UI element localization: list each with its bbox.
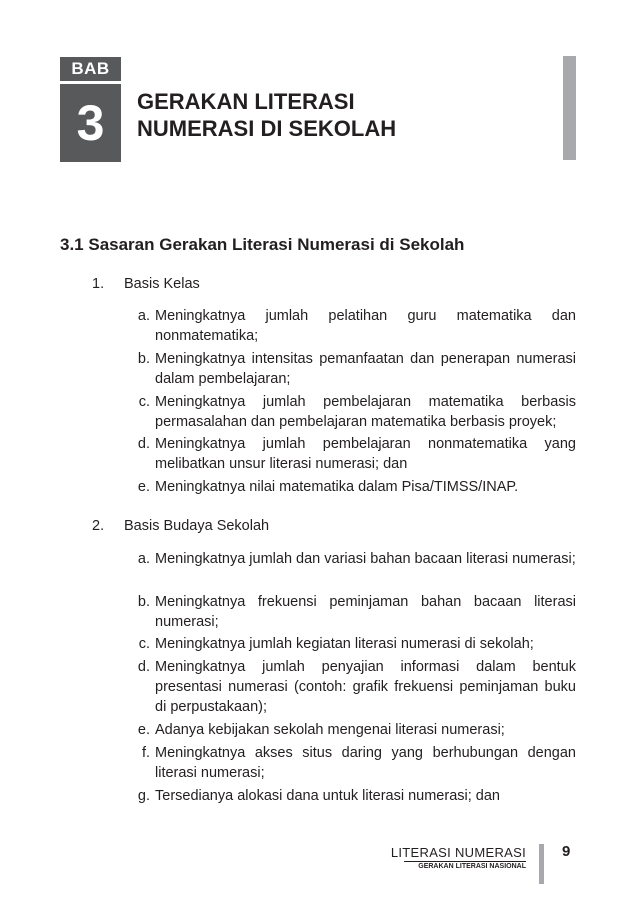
list-title: Basis Budaya Sekolah — [124, 518, 270, 534]
list-item-text: Meningkatnya nilai matematika dalam Pisa/TIMSS/INAP. — [155, 479, 519, 495]
list-number: 1. — [92, 276, 105, 292]
chapter-number: 3 — [60, 84, 121, 162]
list-item-letter: d. — [137, 436, 150, 452]
list-item — [126, 786, 576, 806]
list-item — [126, 477, 576, 497]
page-number: 9 — [562, 843, 571, 860]
list-item-text: Tersedianya alokasi dana untuk literasi numerasi; dan — [155, 788, 500, 804]
footer-book-subtitle: GERAKAN LITERASI NASIONAL — [418, 863, 526, 870]
list-item-letter: a. — [137, 551, 150, 567]
list-item-text: Meningkatnya jumlah kegiatan literasi numerasi di sekolah; — [155, 636, 534, 652]
list-item — [126, 349, 576, 389]
list-item-letter: b. — [137, 594, 150, 610]
list-item — [126, 592, 576, 632]
list-item-text: Meningkatnya akses situs daring yang berhubungan dengan literasi numerasi; — [155, 745, 576, 781]
footer-divider — [404, 861, 526, 862]
list-title: Basis Kelas — [124, 276, 200, 292]
list-number: 2. — [92, 518, 105, 534]
list-item-letter: g. — [137, 788, 150, 804]
list-item — [126, 743, 576, 783]
footer-book-title: LITERASI NUMERASI — [390, 845, 526, 860]
list-item-text: Meningkatnya frekuensi peminjaman bahan bacaan literasi numerasi; — [155, 594, 576, 630]
list-item — [126, 549, 576, 569]
decorative-side-bar — [563, 56, 576, 160]
chapter-title-line1: GERAKAN LITERASI — [137, 89, 355, 114]
list-item-text: Meningkatnya jumlah pembelajaran matematika berbasis permasalahan dan pembelajaran matematika berbasis proyek; — [155, 394, 576, 430]
chapter-title — [137, 88, 517, 142]
list-item-text: Meningkatnya jumlah penyajian informasi dalam bentuk presentasi numerasi (contoh: grafik frekuensi peminjaman buku di perpustakaan); — [155, 659, 576, 715]
list-item — [126, 434, 576, 474]
footer-decorative-bar — [539, 844, 544, 884]
list-item — [126, 392, 576, 432]
list-item-letter: d. — [137, 659, 150, 675]
list-item-letter: e. — [137, 479, 150, 495]
list-item-letter: a. — [137, 308, 150, 324]
list-item-letter: e. — [137, 722, 150, 738]
list-item — [126, 634, 576, 654]
chapter-title-line2: NUMERASI DI SEKOLAH — [137, 116, 397, 141]
list-item-text: Meningkatnya intensitas pemanfaatan dan penerapan numerasi dalam pembelajaran; — [155, 351, 576, 387]
list-item — [126, 657, 576, 717]
list-item-letter: f. — [141, 745, 150, 761]
list-item-letter: c. — [138, 394, 150, 410]
list-item-text: Meningkatnya jumlah dan variasi bahan bacaan literasi numerasi; — [155, 551, 576, 567]
section-heading: 3.1 Sasaran Gerakan Literasi Numerasi di Sekolah — [60, 235, 465, 254]
list-item — [126, 306, 576, 346]
list-item-text: Meningkatnya jumlah pembelajaran nonmatematika yang melibatkan unsur literasi numerasi; dan — [155, 436, 576, 472]
chapter-label: BAB — [60, 57, 121, 81]
list-item — [126, 720, 576, 740]
list-item-text: Meningkatnya jumlah pelatihan guru matematika dan nonmatematika; — [155, 308, 576, 344]
list-item-letter: c. — [138, 636, 150, 652]
list-item-letter: b. — [137, 351, 150, 367]
list-item-text: Adanya kebijakan sekolah mengenai literasi numerasi; — [155, 722, 505, 738]
